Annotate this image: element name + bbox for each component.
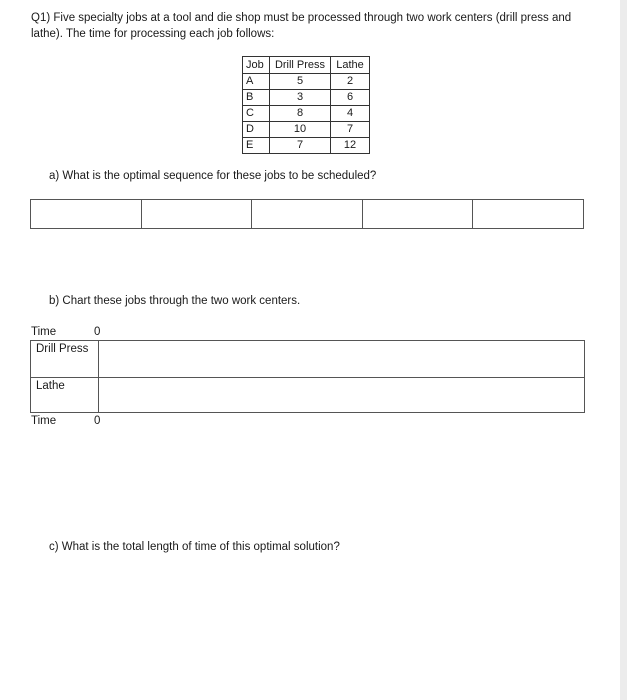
drill-press-cell: 3 <box>270 90 331 106</box>
drill-press-cell: 5 <box>270 74 331 90</box>
time-label-bottom: Time <box>31 415 57 427</box>
header-lathe: Lathe <box>331 57 370 74</box>
gantt-chart <box>30 340 585 413</box>
job-cell: D <box>243 122 270 138</box>
gantt-label-drill-press: Drill Press <box>36 343 89 355</box>
sequence-box[interactable] <box>252 200 363 228</box>
lathe-cell: 4 <box>331 106 370 122</box>
question-part-c: c) What is the total length of time of this optimal solution? <box>49 541 340 553</box>
sequence-answer-boxes <box>30 199 584 229</box>
header-drill-press: Drill Press <box>270 57 331 74</box>
lathe-cell: 12 <box>331 138 370 154</box>
question-part-a: a) What is the optimal sequence for these jobs to be scheduled? <box>49 170 377 182</box>
gantt-label-divider <box>98 341 99 412</box>
header-job: Job <box>243 57 270 74</box>
lathe-cell: 7 <box>331 122 370 138</box>
drill-press-cell: 7 <box>270 138 331 154</box>
job-times-table <box>242 56 370 154</box>
lathe-cell: 6 <box>331 90 370 106</box>
sequence-box[interactable] <box>142 200 253 228</box>
job-cell: C <box>243 106 270 122</box>
table-row <box>243 74 370 90</box>
time-zero-bottom: 0 <box>94 415 101 427</box>
gantt-label-lathe: Lathe <box>36 380 65 392</box>
time-label-top: Time <box>31 326 57 338</box>
job-cell: A <box>243 74 270 90</box>
sequence-box[interactable] <box>363 200 474 228</box>
lathe-cell: 2 <box>331 74 370 90</box>
table-header-row <box>243 57 370 74</box>
gantt-row-drill-press[interactable] <box>31 341 584 378</box>
sequence-box[interactable] <box>473 200 583 228</box>
page-edge-shadow <box>620 0 627 700</box>
job-cell: E <box>243 138 270 154</box>
time-zero-top: 0 <box>94 326 101 338</box>
drill-press-cell: 8 <box>270 106 331 122</box>
table-row <box>243 138 370 154</box>
table-row <box>243 106 370 122</box>
table-row <box>243 122 370 138</box>
sequence-box[interactable] <box>31 200 142 228</box>
question-part-b: b) Chart these jobs through the two work centers. <box>49 295 301 307</box>
question-intro: Q1) Five specialty jobs at a tool and die shop must be processed through two work centers (drill press and lathe). The time for processing each job follows: <box>31 12 572 40</box>
table-row <box>243 90 370 106</box>
drill-press-cell: 10 <box>270 122 331 138</box>
job-cell: B <box>243 90 270 106</box>
gantt-row-lathe[interactable] <box>31 377 584 413</box>
